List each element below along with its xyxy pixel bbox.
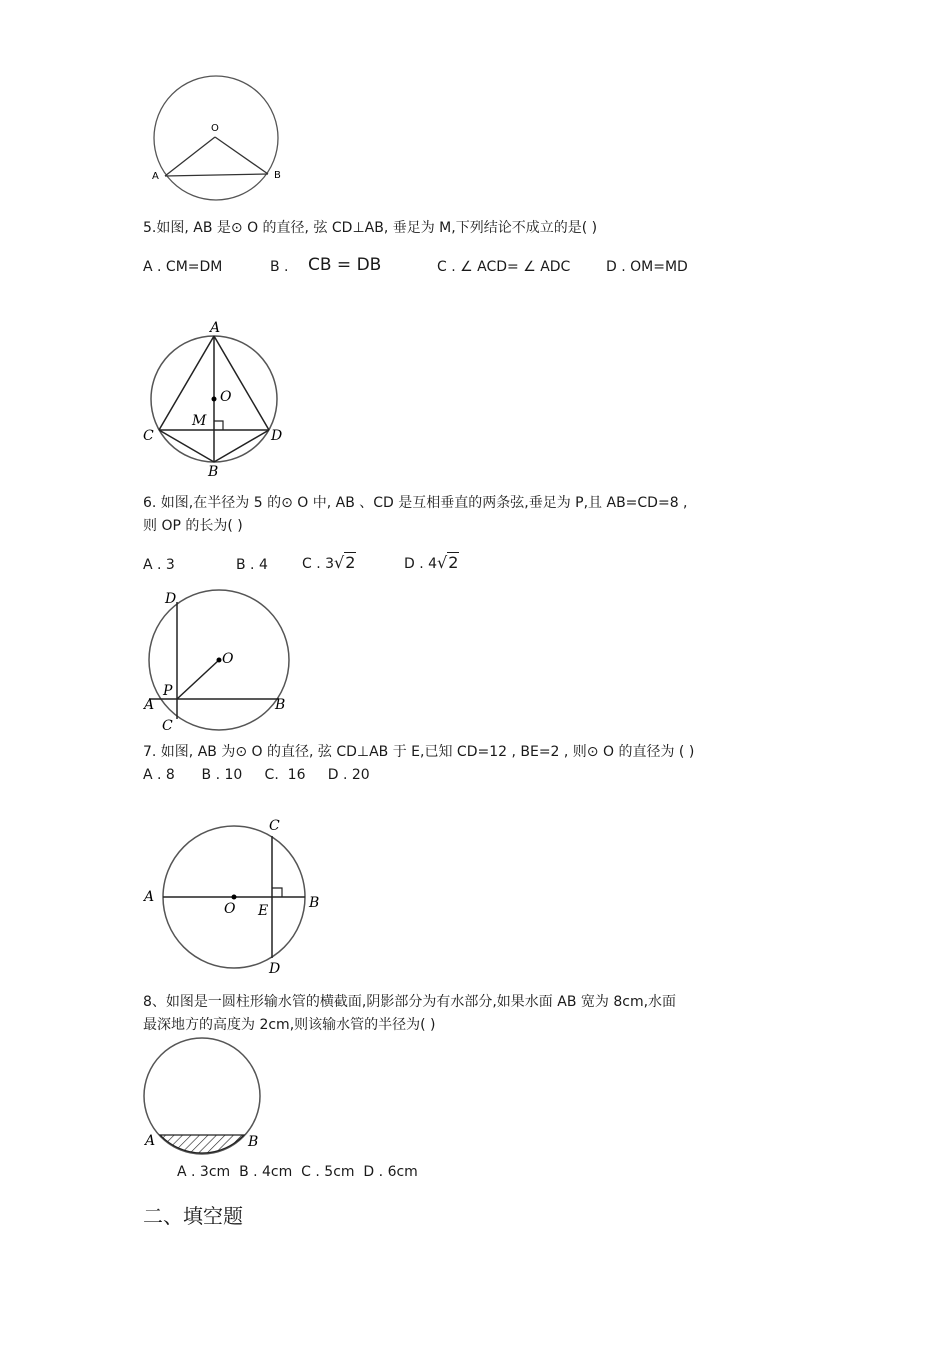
q6-stem-line1: 6. 如图,在半径为 5 的⊙ O 中, AB 、CD 是互相垂直的两条弦,垂足为 P,且 AB=CD=8 ,	[143, 495, 688, 511]
label-o: O	[211, 123, 219, 134]
label-a: A	[144, 889, 155, 905]
label-b: B	[248, 1134, 259, 1150]
label-p: P	[163, 683, 173, 699]
label-a: A	[144, 697, 155, 713]
label-b: B	[274, 170, 281, 181]
q7-circle-figure	[140, 815, 325, 980]
label-b: B	[275, 697, 286, 713]
q8-pipe-figure	[138, 1035, 278, 1155]
q5-stem: 5.如图, AB 是⊙ O 的直径, 弦 CD⊥AB, 垂足为 M,下列结论不成立的是( )	[143, 220, 598, 236]
label-d: D	[269, 961, 281, 977]
label-a: A	[210, 320, 221, 336]
q6-option-c-radicand: 2	[345, 553, 356, 572]
sqrt-symbol: √2	[437, 553, 459, 572]
q6-option-c-key: C . 3	[302, 556, 335, 572]
radius-oa	[165, 137, 215, 176]
right-angle-mark	[272, 888, 282, 897]
q7-options: A . 8 B . 10 C. 16 D . 20	[143, 767, 370, 783]
label-c: C	[162, 718, 173, 734]
q5-option-d: D . OM=MD	[606, 259, 688, 275]
chord-db	[214, 430, 269, 462]
label-o: O	[224, 901, 236, 917]
q8-options: A . 3cm B . 4cm C . 5cm D . 6cm	[177, 1164, 418, 1180]
q5-option-b-key: B .	[270, 259, 289, 275]
center-dot	[217, 658, 222, 663]
label-c: C	[269, 818, 280, 834]
q6-option-b: B . 4	[236, 557, 268, 573]
q6-option-c	[302, 553, 356, 572]
right-angle-mark	[214, 421, 223, 430]
radius-ob	[215, 137, 268, 174]
q6-option-d-key: D . 4	[404, 556, 438, 572]
q5-option-a: A . CM=DM	[143, 259, 223, 275]
sqrt-symbol: √2	[334, 553, 356, 572]
q6-option-d-radicand: 2	[448, 553, 459, 572]
chord-ad	[214, 336, 269, 430]
label-d: D	[271, 428, 283, 444]
q8-stem-line2: 最深地方的高度为 2cm,则该输水管的半径为( )	[143, 1017, 436, 1033]
label-o: O	[222, 651, 234, 667]
center-dot	[212, 397, 217, 402]
q6-stem-line2: 则 OP 的长为( )	[143, 518, 243, 534]
q4-circle-figure	[150, 75, 290, 195]
q6-option-a: A . 3	[143, 557, 175, 573]
q6-option-d	[404, 553, 459, 572]
label-b: B	[208, 464, 219, 480]
q7-stem: 7. 如图, AB 为⊙ O 的直径, 弦 CD⊥AB 于 E,已知 CD=12 , BE=2 , 则⊙ O 的直径为 ( )	[143, 744, 695, 760]
label-m: M	[192, 413, 207, 429]
section-title-fill-in: 二、填空题	[143, 1204, 243, 1228]
label-a: A	[145, 1133, 156, 1149]
label-d: D	[165, 591, 177, 607]
label-c: C	[143, 428, 154, 444]
q5-option-c: C . ∠ ACD= ∠ ADC	[437, 259, 571, 275]
label-b: B	[309, 895, 320, 911]
water-shaded-region	[160, 1135, 244, 1153]
q8-stem-line1: 8、如图是一圆柱形输水管的横截面,阴影部分为有水部分,如果水面 AB 宽为 8cm,水面	[143, 994, 677, 1010]
q5-option-b-value: CB = DB	[308, 255, 382, 275]
chord-ab	[165, 174, 268, 176]
q5-circle-figure	[135, 318, 305, 478]
center-dot	[232, 895, 237, 900]
label-o: O	[220, 389, 232, 405]
chord-cb	[159, 430, 214, 462]
label-e: E	[258, 903, 269, 919]
segment-op	[177, 660, 219, 699]
label-a: A	[152, 171, 159, 182]
q6-circle-figure	[140, 585, 300, 735]
